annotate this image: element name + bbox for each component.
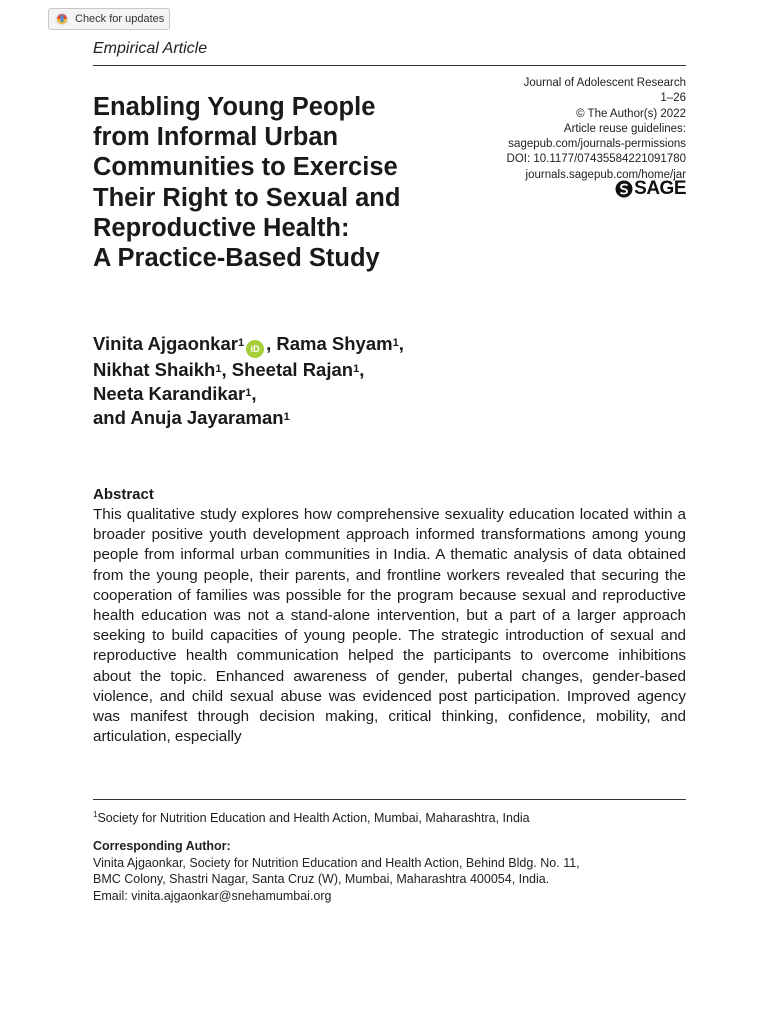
reuse-label: Article reuse guidelines:	[563, 122, 686, 135]
author-line: Neeta Karandikar$^1$,	[93, 383, 257, 405]
corresponding-author	[93, 838, 580, 904]
affil-mark: 1	[237, 337, 245, 349]
journal-homepage[interactable]: journals.sagepub.com/home/jar	[525, 168, 686, 181]
article-type: Empirical Article	[93, 40, 208, 57]
reuse-link[interactable]: sagepub.com/journals-permissions	[508, 138, 686, 151]
header-rule	[93, 65, 686, 66]
check-for-updates-button[interactable]	[48, 8, 170, 30]
corresponding-email[interactable]: Email: vinita.ajgaonkar@snehamumbai.org	[93, 888, 332, 903]
author-name: Neeta Karandikar	[93, 383, 246, 405]
corresponding-address-line: BMC Colony, Shastri Nagar, Santa Cruz (W), Mumbai, Maharashtra 400054, India.	[93, 872, 550, 886]
author-name: Nikhat Shaikh	[93, 359, 216, 380]
affil-mark: 1	[93, 810, 98, 819]
orcid-icon[interactable]: iD	[246, 340, 264, 358]
abstract-text: This qualitative study explores how comprehensive sexuality education located within a broader positive youth development approach informed transformations among young people from informal urban communities in India. A thematic analysis of data obtained from the young people, their parents, and frontline workers revealed that securing the cooperation of families was possible for the program because sexual and reproductive health education was not a stand-alone intervention, but a part of a larger approach seeking to build capacities of young people. The strategic introduction of sexual and reproductive health communication helped the participants to overcome inhibitions about the topic. Enhanced awareness of gender, pubertal changes, gender-based violence, and child sexual abuse was evidenced post participation. Improved agency was manifest through decision making, critical thinking, confidence, mobility, and articulation, especially	[93, 506, 686, 746]
affil-mark: 1	[392, 337, 399, 349]
journal-pages: 1–26	[660, 92, 686, 105]
doi[interactable]: DOI: 10.1177/07435584221091780	[506, 153, 686, 166]
sage-logo-text: SAGE	[634, 178, 686, 199]
journal-copyright: © The Author(s) 2022	[576, 107, 686, 120]
affil-mark: 1	[283, 411, 290, 424]
title-line: Enabling Young People	[93, 93, 376, 121]
journal-name: Journal of Adolescent Research	[523, 77, 686, 89]
author-name: Rama Shyam	[276, 333, 393, 354]
author-line: Vinita Ajgaonkar$^1$ iD , Rama Shyam$^1$,	[93, 332, 553, 358]
title-line: Communities to Exercise	[93, 153, 398, 182]
title-line: A Practice-Based Study	[93, 244, 380, 273]
title-line: from Informal Urban	[93, 123, 339, 152]
author-line: Nikhat Shaikh$^1$, Sheetal Rajan$^1$,	[93, 359, 365, 380]
crossmark-icon	[55, 12, 69, 26]
affiliation-text: Society for Nutrition Education and Health Action, Mumbai, Maharashtra, India	[97, 811, 530, 826]
corresponding-author-heading: Corresponding Author:	[93, 839, 231, 853]
author-list	[93, 332, 553, 431]
affiliation-footnote	[93, 810, 530, 825]
check-for-updates-label: Check for updates	[75, 13, 165, 25]
author-name: Anuja Jayaraman	[130, 407, 284, 429]
abstract-heading: Abstract	[93, 486, 154, 503]
affil-mark: 1	[215, 363, 222, 375]
article-title	[93, 92, 493, 273]
corresponding-address-line: Vinita Ajgaonkar, Society for Nutrition Education and Health Action, Behind Bldg. No. 11,	[93, 855, 580, 870]
author-name: Vinita Ajgaonkar	[93, 333, 238, 354]
sage-mark-icon	[615, 180, 633, 198]
sage-logo	[615, 178, 686, 200]
title-line: Their Right to Sexual and	[93, 183, 401, 212]
footnote-rule	[93, 799, 686, 800]
title-line: Reproductive Health:	[93, 213, 350, 242]
affil-mark: 1	[353, 363, 360, 375]
author-line: and Anuja Jayaraman$^1$	[93, 407, 290, 429]
author-name: Sheetal Rajan	[231, 359, 354, 380]
affil-mark: 1	[245, 387, 252, 400]
